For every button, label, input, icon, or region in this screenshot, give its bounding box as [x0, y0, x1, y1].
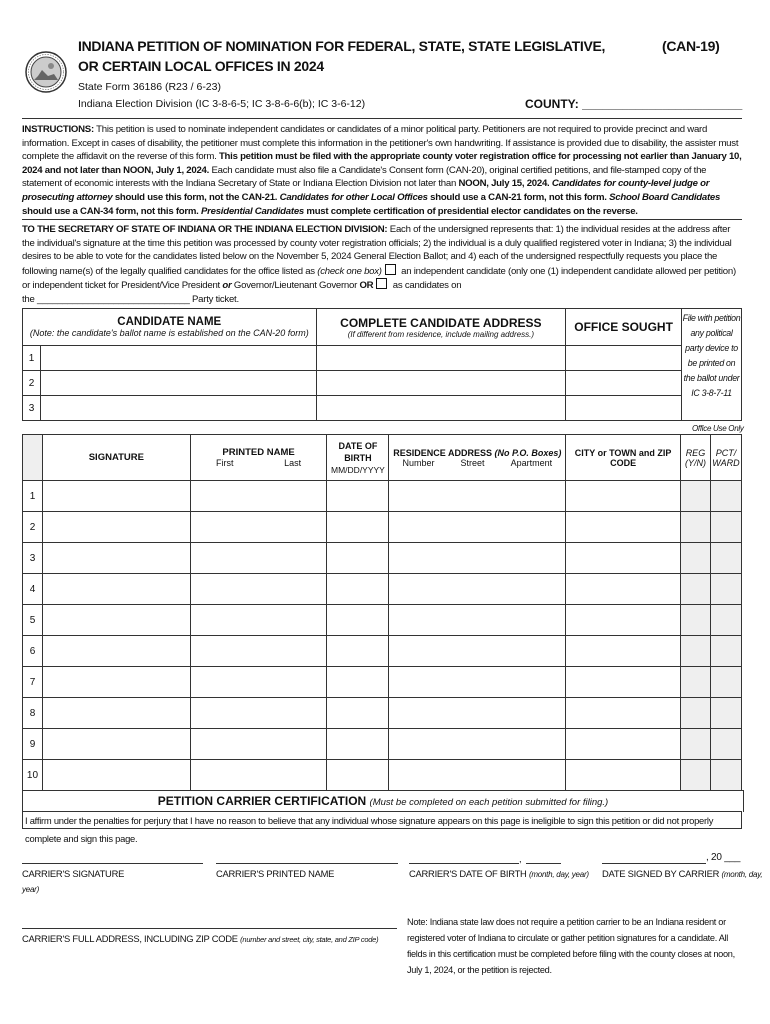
- signature-row: [23, 667, 742, 698]
- signature-row: [23, 574, 742, 605]
- option-party-text: as candidates on: [390, 280, 462, 292]
- candidate-row-number: 1: [23, 346, 41, 371]
- first-name-label: First: [216, 458, 234, 468]
- pct-ward-cell[interactable]: [710, 667, 741, 698]
- reg-cell[interactable]: [680, 481, 710, 512]
- form-title-line1: INDIANA PETITION OF NOMINATION FOR FEDERAL, STATE, STATE LEGISLATIVE,: [78, 38, 606, 54]
- address-label-text: CARRIER'S FULL ADDRESS, INCLUDING ZIP CODE: [22, 933, 238, 944]
- printed-name-title: PRINTED NAME: [222, 447, 295, 458]
- residence-cell[interactable]: [389, 481, 566, 512]
- city-zip-cell[interactable]: [566, 760, 681, 791]
- or-text: or: [222, 280, 232, 292]
- reg-cell[interactable]: [680, 543, 710, 574]
- first-name-cell[interactable]: [190, 760, 327, 791]
- first-name-cell[interactable]: [190, 481, 327, 512]
- first-name-cell[interactable]: [190, 698, 327, 729]
- reg-cell[interactable]: [680, 512, 710, 543]
- signature-row-number: 4: [23, 574, 43, 605]
- signature-cell[interactable]: [42, 605, 190, 636]
- date-signed-label: [602, 868, 762, 879]
- instructions-lead: INSTRUCTIONS:: [22, 124, 94, 135]
- last-name-label: Last: [284, 458, 302, 468]
- perjury-affirmation: I affirm under the penalties for perjury that I have no reason to believe that any individual whose signature appears on this page is ineligible to sign this petition or did not properly complete and sign this page.: [22, 811, 742, 829]
- candidate-address-header: [316, 309, 566, 346]
- signature-cell[interactable]: [42, 698, 190, 729]
- presidential-text: Presidential Candidates: [200, 205, 304, 217]
- candidate-name-header: [23, 309, 317, 346]
- signature-row: [23, 729, 742, 760]
- city-zip-cell[interactable]: [566, 574, 681, 605]
- signature-row: [23, 543, 742, 574]
- city-zip-cell[interactable]: [566, 512, 681, 543]
- party-name-field[interactable]: ______________________________: [37, 293, 190, 305]
- dob-cell[interactable]: [327, 729, 389, 760]
- residence-cell[interactable]: [389, 760, 566, 791]
- instructions-paragraph: [22, 123, 742, 218]
- dob-cell[interactable]: [327, 543, 389, 574]
- city-zip-cell[interactable]: [566, 729, 681, 760]
- reg-header: REG (Y/N): [680, 435, 710, 481]
- signature-row: [23, 605, 742, 636]
- candidate-row-number: 3: [23, 396, 41, 421]
- secretary-declaration: [22, 223, 742, 307]
- signature-row-number: 2: [23, 512, 43, 543]
- first-name-cell[interactable]: [190, 543, 327, 574]
- certification-note: (Must be completed on each petition submitted for filing.): [369, 797, 609, 808]
- candidate-name-note: (Note: the candidate's ballot name is established on the CAN-20 form): [29, 328, 309, 338]
- signature-row-number: 9: [23, 729, 43, 760]
- carrier-dob-year-line[interactable]: [526, 863, 561, 864]
- party-device-note: File with petition any political party device to be printed on the ballot under IC 3-8-7-11: [682, 309, 742, 421]
- city-zip-cell[interactable]: [566, 481, 681, 512]
- residence-cell[interactable]: [389, 636, 566, 667]
- residence-address-header: [389, 435, 566, 481]
- residence-cell[interactable]: [389, 512, 566, 543]
- dob-line1: DATE OF: [338, 440, 378, 451]
- carrier-signature-line[interactable]: [22, 863, 203, 864]
- office-sought-cell[interactable]: [566, 346, 682, 371]
- party-ticket-text: Party ticket.: [189, 293, 239, 305]
- carrier-dob-line[interactable]: [409, 863, 519, 864]
- dob-cell[interactable]: [327, 667, 389, 698]
- instructions-text: should use a CAN-34 form, not this form.: [22, 205, 201, 217]
- city-zip-header: CITY or TOWN and ZIP CODE: [566, 435, 681, 481]
- filing-deadline-text: This petition must be filed with the appropriate county voter registration office for processing not earlier than January 10, 2024 and not later than NOON, July 1, 2024.: [22, 151, 742, 176]
- date-signed-year[interactable]: , 20 ___: [706, 852, 741, 863]
- dob-line2: BIRTH: [344, 452, 372, 463]
- pct-ward-cell[interactable]: [710, 605, 741, 636]
- option-independent-text: an independent candidate (only one (1) independent candidate allowed per petition) or independent ticket for President/Vice President: [22, 265, 736, 292]
- dob-cell[interactable]: [327, 605, 389, 636]
- signature-row: [23, 698, 742, 729]
- dob-cell[interactable]: [327, 760, 389, 791]
- pct-ward-cell[interactable]: [710, 760, 741, 791]
- signature-header: SIGNATURE: [42, 435, 190, 481]
- signature-cell[interactable]: [42, 729, 190, 760]
- pct-ward-cell[interactable]: [710, 481, 741, 512]
- pct-ward-cell[interactable]: [710, 729, 741, 760]
- apartment-label: Apartment: [510, 457, 553, 468]
- dob-label-note: (month, day, year): [528, 870, 589, 879]
- signature-row-number: 10: [23, 760, 43, 791]
- carrier-address-line[interactable]: [22, 928, 397, 929]
- signature-table: [22, 434, 742, 791]
- signature-row: [23, 512, 742, 543]
- office-use-label: Office Use Only: [692, 424, 744, 433]
- first-name-cell[interactable]: [190, 574, 327, 605]
- reg-cell[interactable]: [680, 574, 710, 605]
- date-label-text: DATE SIGNED BY CARRIER: [602, 868, 720, 879]
- date-signed-line[interactable]: [602, 863, 706, 864]
- candidate-table: [22, 308, 742, 421]
- party-checkbox[interactable]: [376, 278, 387, 289]
- reg-cell[interactable]: [680, 605, 710, 636]
- residence-cell[interactable]: [389, 729, 566, 760]
- candidate-address-cell[interactable]: [316, 396, 566, 421]
- pct-ward-cell[interactable]: [710, 574, 741, 605]
- city-zip-cell[interactable]: [566, 667, 681, 698]
- reg-cell[interactable]: [680, 636, 710, 667]
- signature-cell[interactable]: [42, 543, 190, 574]
- consent-deadline-text: NOON, July 15, 2024.: [458, 178, 550, 190]
- first-name-cell[interactable]: [190, 667, 327, 698]
- office-sought-header: OFFICE SOUGHT: [566, 309, 682, 346]
- first-name-cell[interactable]: [190, 636, 327, 667]
- section-rule: [22, 219, 742, 220]
- instructions-text: Each candidate must also file a Candidate's Consent form (CAN-20), original certified petitions, and file-stamped copy of the statement of economic interests with the Indiana Secretary of State or Indiana Election Division not later than: [22, 164, 707, 190]
- pct-ward-cell[interactable]: [710, 543, 741, 574]
- local-offices-text: Candidates for other Local Offices: [279, 191, 428, 203]
- independent-checkbox[interactable]: [385, 264, 396, 275]
- candidate-row-number: 2: [23, 371, 41, 396]
- first-name-cell[interactable]: [190, 512, 327, 543]
- candidate-name-cell[interactable]: [40, 346, 316, 371]
- carrier-printed-name-line[interactable]: [216, 863, 398, 864]
- signature-row: [23, 481, 742, 512]
- candidate-name-cell[interactable]: [40, 371, 316, 396]
- reg-cell[interactable]: [680, 698, 710, 729]
- indiana-state-seal: [24, 36, 68, 108]
- street-label: Street: [460, 457, 485, 468]
- candidate-address-note: (If different from residence, include mailing address.): [347, 329, 534, 339]
- signature-row: [23, 636, 742, 667]
- signature-cell[interactable]: [42, 512, 190, 543]
- form-code: (CAN-19): [662, 38, 720, 54]
- first-name-cell[interactable]: [190, 605, 327, 636]
- residence-cell[interactable]: [389, 543, 566, 574]
- signature-row: [23, 760, 742, 791]
- date-label-note: (month, day,: [721, 870, 763, 879]
- row-number-header: [23, 435, 43, 481]
- date-note-year: year): [22, 885, 39, 894]
- pct-ward-header: PCT/ WARD: [710, 435, 741, 481]
- city-zip-cell[interactable]: [566, 543, 681, 574]
- dob-format: MM/DD/YYYY: [331, 464, 385, 475]
- signature-cell[interactable]: [42, 636, 190, 667]
- pct-ward-cell[interactable]: [710, 636, 741, 667]
- carrier-signature-label: CARRIER'S SIGNATURE: [22, 868, 125, 879]
- instructions-text: should use this form, not the CAN-21.: [112, 191, 280, 203]
- city-zip-cell[interactable]: [566, 698, 681, 729]
- certification-title: PETITION CARRIER CERTIFICATION: [157, 794, 367, 808]
- reg-cell[interactable]: [680, 729, 710, 760]
- carrier-address-label: [22, 933, 378, 944]
- dob-cell[interactable]: [327, 574, 389, 605]
- signature-cell[interactable]: [42, 760, 190, 791]
- carrier-dob-label: [409, 868, 589, 879]
- the-text: the: [22, 293, 35, 305]
- signature-row-number: 8: [23, 698, 43, 729]
- instructions-text: This petition is used to nominate independent candidates or candidates of a minor political party. Petitioners are not required to provide precinct and ward information. Except in cases of disability, the petitioner must complete this information in the petitioner's own handwriting. If assistance is provided due to disability, the assister must complete the affidavit on the reverse of this form.: [22, 124, 739, 163]
- date-of-birth-header: [327, 435, 389, 481]
- residence-cell[interactable]: [389, 698, 566, 729]
- reg-cell[interactable]: [680, 667, 710, 698]
- option-governor-text: Governor/Lieutenant Governor: [231, 280, 360, 292]
- judge-candidates-text: Candidates for county-level judge or prosecuting attorney: [22, 178, 710, 203]
- residence-cell[interactable]: [389, 605, 566, 636]
- signature-row-number: 1: [23, 481, 43, 512]
- signature-cell[interactable]: [42, 574, 190, 605]
- signature-rows: [23, 481, 742, 791]
- pct-ward-cell[interactable]: [710, 698, 741, 729]
- pct-ward-cell[interactable]: [710, 512, 741, 543]
- signature-cell[interactable]: [42, 667, 190, 698]
- residence-cell[interactable]: [389, 574, 566, 605]
- reg-cell[interactable]: [680, 760, 710, 791]
- no-po-boxes-note: (No P.O. Boxes): [494, 447, 562, 458]
- check-one-note: (check one box): [317, 265, 382, 277]
- or-bold-text: OR: [359, 280, 374, 292]
- printed-name-header: [190, 435, 327, 481]
- signature-row-number: 6: [23, 636, 43, 667]
- signature-row-number: 3: [23, 543, 43, 574]
- dob-comma: ,: [519, 853, 522, 864]
- address-label-note: (number and street, city, state, and ZIP code): [240, 935, 379, 944]
- first-name-cell[interactable]: [190, 729, 327, 760]
- school-board-text: School Board Candidates: [609, 191, 721, 203]
- signature-cell[interactable]: [42, 481, 190, 512]
- dob-cell[interactable]: [327, 481, 389, 512]
- carrier-printed-name-label: CARRIER'S PRINTED NAME: [216, 868, 335, 879]
- county-field[interactable]: COUNTY: ________________________: [525, 97, 743, 111]
- candidate-address-cell[interactable]: [316, 371, 566, 396]
- signature-row-number: 7: [23, 667, 43, 698]
- declaration-text: Each of the undersigned represents that: 1) the individual resides at the address after the individual's signature at the time this petition was processed by county voter registration officials; 2) the individual is a duly qualified registered voter in Indiana; 3) the individual desires to be able to vote for the candidates listed below on the November 5, 2024 General Election Ballot; and 4) each of the undersigned respectfully requests you place the following name(s) of the legally qualified candidates for the office listed as: [22, 224, 732, 277]
- office-sought-cell[interactable]: [566, 396, 682, 421]
- residence-cell[interactable]: [389, 667, 566, 698]
- residence-address-title: RESIDENCE ADDRESS: [393, 447, 492, 458]
- carrier-certification-header: [22, 790, 744, 812]
- header-rule: [22, 118, 742, 119]
- dob-cell[interactable]: [327, 636, 389, 667]
- city-zip-cell[interactable]: [566, 605, 681, 636]
- division-citation: Indiana Election Division (IC 3-8-6-5; IC 3-8-6-6(b); IC 3-6-12): [78, 98, 366, 110]
- state-form-number: State Form 36186 (R23 / 6-23): [78, 81, 221, 93]
- carrier-note: Note: Indiana state law does not require a petition carrier to be an Indiana resident or registered voter of Indiana to circulate or gather petition signatures for a candidate. All fields in this certification must be completed before filing with the county closes at noon, July 1, 2024, or the petition is rejected.: [407, 917, 735, 975]
- form-title-line2: OR CERTAIN LOCAL OFFICES IN 2024: [78, 58, 324, 74]
- office-sought-cell[interactable]: [566, 371, 682, 396]
- candidate-address-title: COMPLETE CANDIDATE ADDRESS: [340, 315, 542, 330]
- number-label: Number: [402, 457, 435, 468]
- secretary-lead: TO THE SECRETARY OF STATE OF INDIANA OR THE INDIANA ELECTION DIVISION:: [22, 224, 388, 235]
- dob-cell[interactable]: [327, 698, 389, 729]
- candidate-name-cell[interactable]: [40, 396, 316, 421]
- instructions-text: should use a CAN-21 form, not this form.: [427, 191, 610, 203]
- dob-cell[interactable]: [327, 512, 389, 543]
- candidate-name-title: CANDIDATE NAME: [117, 316, 222, 328]
- instructions-text: must complete certification of presidential elector candidates on the reverse.: [304, 205, 638, 217]
- candidate-address-cell[interactable]: [316, 346, 566, 371]
- dob-label-text: CARRIER'S DATE OF BIRTH: [409, 868, 527, 879]
- signature-row-number: 5: [23, 605, 43, 636]
- city-zip-cell[interactable]: [566, 636, 681, 667]
